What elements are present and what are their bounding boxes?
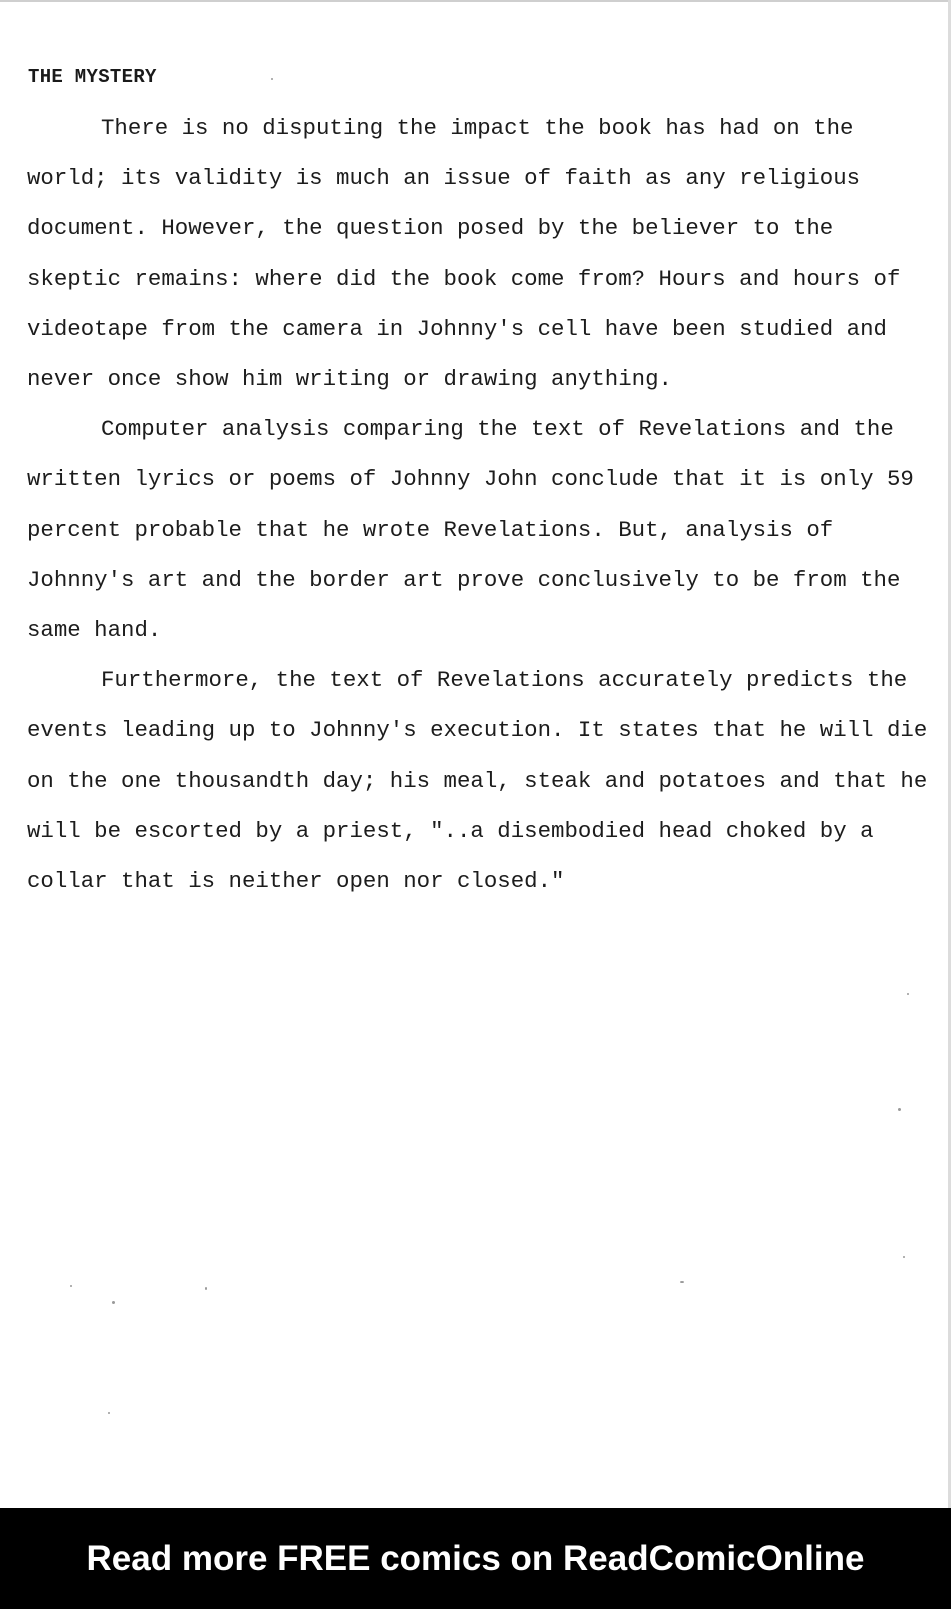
scan-speck: [70, 1285, 72, 1287]
paragraph-2: Computer analysis comparing the text of Revelations and the written lyrics or poems of Johnny John conclude that it is only 59 percent probable that he wrote Revelations. But, analysis of Johnny's art and the border art prove conclusively to be from the same hand.: [27, 416, 914, 644]
promo-banner[interactable]: [0, 1508, 951, 1609]
scan-speck: [205, 1287, 207, 1290]
page-heading: THE MYSTERY: [28, 66, 157, 88]
scan-speck: [907, 993, 909, 995]
scan-speck: [112, 1301, 115, 1304]
scan-speck: [680, 1281, 684, 1283]
body-text: [27, 103, 932, 906]
page-top-edge: [0, 0, 951, 2]
promo-banner-text[interactable]: Read more FREE comics on ReadComicOnline: [86, 1538, 865, 1578]
paragraph-1: There is no disputing the impact the book has had on the world; its validity is much an issue of faith as any religious document. However, the question posed by the believer to the skeptic remains: where did the book come from? Hours and hours of videotape from the camera in Johnny's cell have been studied and never once show him writing or drawing anything.: [27, 115, 901, 393]
scan-speck: [271, 78, 273, 80]
scan-speck: [898, 1108, 901, 1111]
paragraph-3: Furthermore, the text of Revelations accurately predicts the events leading up to Johnny's execution. It states that he will die on the one thousandth day; his meal, steak and potatoes and that he will be escorted by a priest, "..a disembodied head choked by a collar that is neither open nor closed.": [27, 667, 928, 895]
scan-speck: [108, 1412, 110, 1414]
scan-speck: [903, 1256, 905, 1258]
